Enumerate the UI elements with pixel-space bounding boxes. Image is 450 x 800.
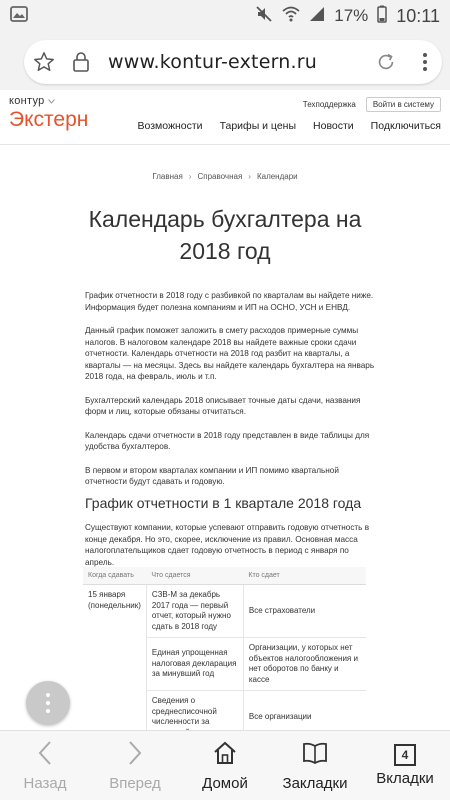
clock: 10:11 bbox=[396, 5, 440, 26]
dot-icon bbox=[46, 693, 50, 697]
kontur-logo-text: контур bbox=[9, 95, 45, 107]
support-link[interactable]: Техподдержка bbox=[302, 100, 356, 109]
table-cell-who: Все страхователи bbox=[243, 585, 366, 638]
paragraph: График отчетности в 2018 году с разбивкой по кварталам вы найдете ниже. Информация будет полезна компаниям и ИП на ОСНО, УСН и ЕНВД. bbox=[85, 291, 374, 312]
table-cell-who: Организации, у которых нет объектов налогообложения и нет оборотов по банку и кассе bbox=[243, 638, 366, 691]
bookmarks-label: Закладки bbox=[282, 774, 348, 792]
home-label: Домой bbox=[202, 774, 248, 792]
lock-icon[interactable] bbox=[64, 51, 98, 73]
table-cell-who: Все организации bbox=[243, 691, 366, 744]
bottom-toolbar bbox=[0, 730, 450, 800]
table-cell-what: СЗВ-М за декабрь 2017 года — первый отчет, который нужно сдать в 2018 году bbox=[146, 585, 243, 638]
back-button[interactable] bbox=[0, 731, 90, 800]
login-button[interactable]: Войти в систему bbox=[366, 97, 441, 112]
bookmarks-book-icon bbox=[302, 740, 328, 771]
back-label: Назад bbox=[23, 774, 67, 792]
status-bar bbox=[0, 0, 450, 32]
extern-logo[interactable]: Экстерн bbox=[9, 108, 89, 131]
nav-item-news[interactable]: Новости bbox=[313, 120, 354, 132]
chevron-left-icon bbox=[38, 740, 52, 771]
dot-icon bbox=[46, 709, 50, 713]
forward-label: Вперед bbox=[109, 774, 161, 792]
section-intro: Существуют компании, которые успевают отправить годовую отчетность в конце декабря. Но это, скорее, исключение из правил. Основная масса налогоплательщиков сдает годовую отчетность в период с января по апрель. bbox=[85, 523, 370, 567]
nav-item-pricing[interactable]: Тарифы и цены bbox=[219, 120, 297, 132]
breadcrumb-reference[interactable]: Справочная bbox=[197, 172, 243, 181]
dot-icon bbox=[46, 701, 50, 705]
battery-level: 17% bbox=[334, 6, 369, 25]
mute-icon bbox=[255, 5, 273, 28]
home-button[interactable] bbox=[180, 731, 270, 800]
home-icon bbox=[212, 740, 238, 771]
table-row bbox=[83, 585, 366, 638]
chevron-right-icon bbox=[128, 740, 142, 771]
breadcrumb-calendars[interactable]: Календари bbox=[256, 172, 298, 181]
site-nav bbox=[137, 120, 441, 132]
section-title: График отчетности в 1 квартале 2018 года bbox=[85, 495, 362, 511]
tabs-button[interactable] bbox=[360, 731, 450, 800]
nav-item-features[interactable]: Возможности bbox=[137, 120, 203, 132]
floating-menu-button[interactable] bbox=[26, 681, 70, 725]
page-title: Календарь бухгалтера на 2018 год bbox=[88, 206, 362, 264]
kontur-logo[interactable] bbox=[9, 95, 55, 107]
site-header bbox=[0, 90, 450, 145]
breadcrumb-home[interactable]: Главная bbox=[152, 172, 183, 181]
url-text[interactable]: www.kontur-extern.ru bbox=[108, 51, 318, 73]
tabs-label: Вкладки bbox=[376, 770, 434, 787]
nav-item-connect[interactable]: Подключиться bbox=[370, 120, 441, 132]
more-menu-icon[interactable] bbox=[408, 51, 442, 73]
paragraph: Бухгалтерский календарь 2018 описывает точные даты сдачи, названия форм и лиц, которые обязаны отчитаться. bbox=[85, 395, 361, 416]
reload-icon[interactable] bbox=[364, 51, 408, 73]
paragraph: Календарь сдачи отчетности в 2018 году представлен в виде таблицы для удобства бухгалтеров. bbox=[85, 430, 370, 451]
battery-icon bbox=[377, 5, 387, 28]
column-header-what: Что сдается bbox=[146, 567, 243, 585]
table-cell-what: Единая упрощенная налоговая декларация за минувший год bbox=[146, 638, 243, 691]
gallery-notification-icon bbox=[10, 6, 28, 27]
tab-count-icon: 4 bbox=[394, 744, 416, 766]
bookmarks-button[interactable] bbox=[270, 731, 360, 800]
chevron-down-icon bbox=[48, 95, 55, 107]
breadcrumb bbox=[0, 172, 450, 181]
table-header-row bbox=[83, 567, 366, 585]
signal-icon bbox=[309, 6, 325, 27]
bookmark-star-icon[interactable] bbox=[24, 51, 64, 73]
address-bar[interactable] bbox=[24, 40, 442, 84]
article-body bbox=[85, 290, 375, 500]
column-header-when: Когда сдавать bbox=[83, 567, 146, 585]
column-header-who: Кто сдает bbox=[243, 567, 366, 585]
forward-button[interactable] bbox=[90, 731, 180, 800]
browser-toolbar bbox=[0, 32, 450, 90]
paragraph: В первом и втором кварталах компании и ИП помимо квартальной отчетности будут сдавать и годовую. bbox=[85, 465, 339, 486]
wifi-icon bbox=[282, 6, 300, 27]
breadcrumb-separator: › bbox=[248, 172, 251, 181]
table-cell-date: 15 января (понедельник) bbox=[88, 590, 141, 610]
table-cell-what: Сведения о среднесписочной численности за bbox=[146, 691, 243, 744]
breadcrumb-separator: › bbox=[188, 172, 192, 181]
paragraph: Данный график поможет заложить в смету расходов примерные суммы налогов. В налоговом календаре 2018 вы найдете важные сроки сдачи отчетности. Календарь отчетности на 2018 год разбит на кварталы, а кварталы — на месяцы. Здесь вы найдете календарь бухгалтера на январь 2018 года, на февраль, июль и т.п. bbox=[85, 326, 375, 381]
